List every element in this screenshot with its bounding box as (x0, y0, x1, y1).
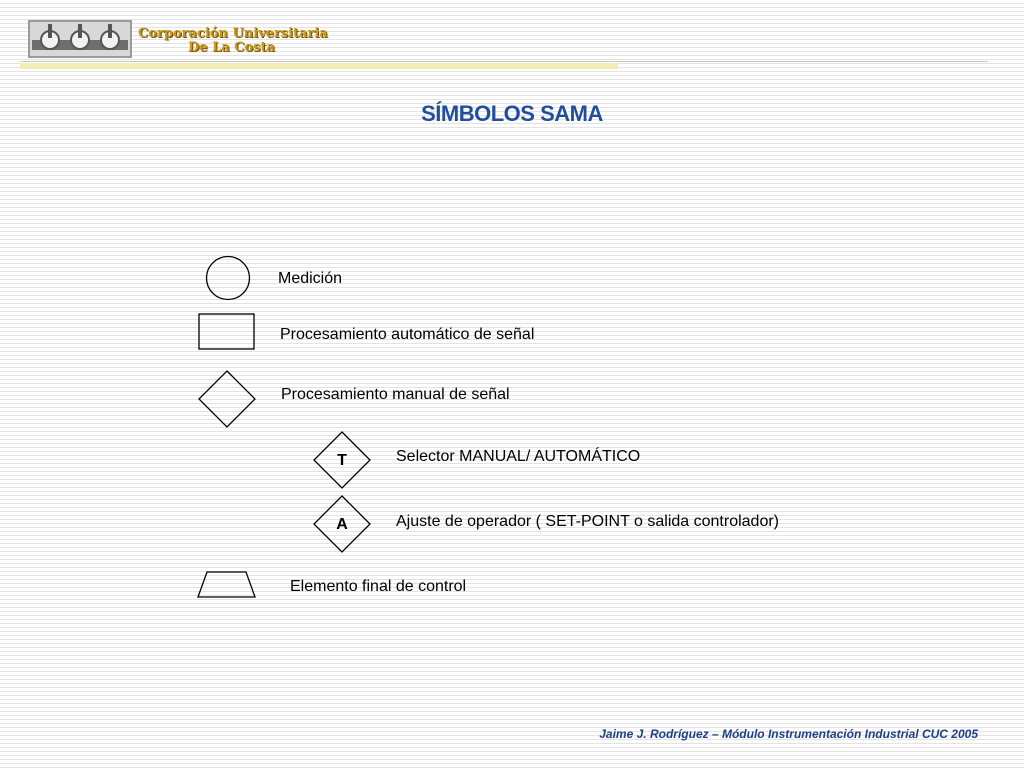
symbol-label-medicion: Medición (278, 270, 343, 287)
rectangle-symbol (198, 313, 256, 351)
selector-diamond-letter: T (337, 452, 347, 469)
org-name-line2: De La Costa (188, 40, 275, 55)
selector-diamond-symbol (313, 431, 371, 489)
header-accent-bar (20, 63, 618, 69)
symbol-label-ajuste-operador: Ajuste de operador ( SET-POINT o salida controlador) (396, 513, 779, 530)
symbol-label-procesamiento-manual: Procesamiento manual de señal (281, 386, 510, 403)
operator-adjust-diamond-letter: A (336, 516, 348, 533)
symbol-label-selector: Selector MANUAL/ AUTOMÁTICO (396, 448, 641, 465)
footer-credit: Jaime J. Rodríguez – Módulo Instrumentación Industrial CUC 2005 (599, 727, 978, 741)
operator-adjust-diamond-symbol (313, 495, 371, 553)
symbol-label-procesamiento-automatico: Procesamiento automático de señal (280, 326, 535, 343)
header-divider (20, 61, 988, 62)
circle-symbol (205, 255, 251, 301)
diamond-symbol (197, 370, 257, 428)
org-name-line1: Corporación Universitaria (138, 26, 328, 41)
trapezoid-symbol (197, 571, 257, 599)
symbol-label-elemento-final: Elemento final de control (290, 578, 467, 595)
university-logo (28, 20, 132, 58)
slide-title: SÍMBOLOS SAMA (421, 101, 603, 126)
